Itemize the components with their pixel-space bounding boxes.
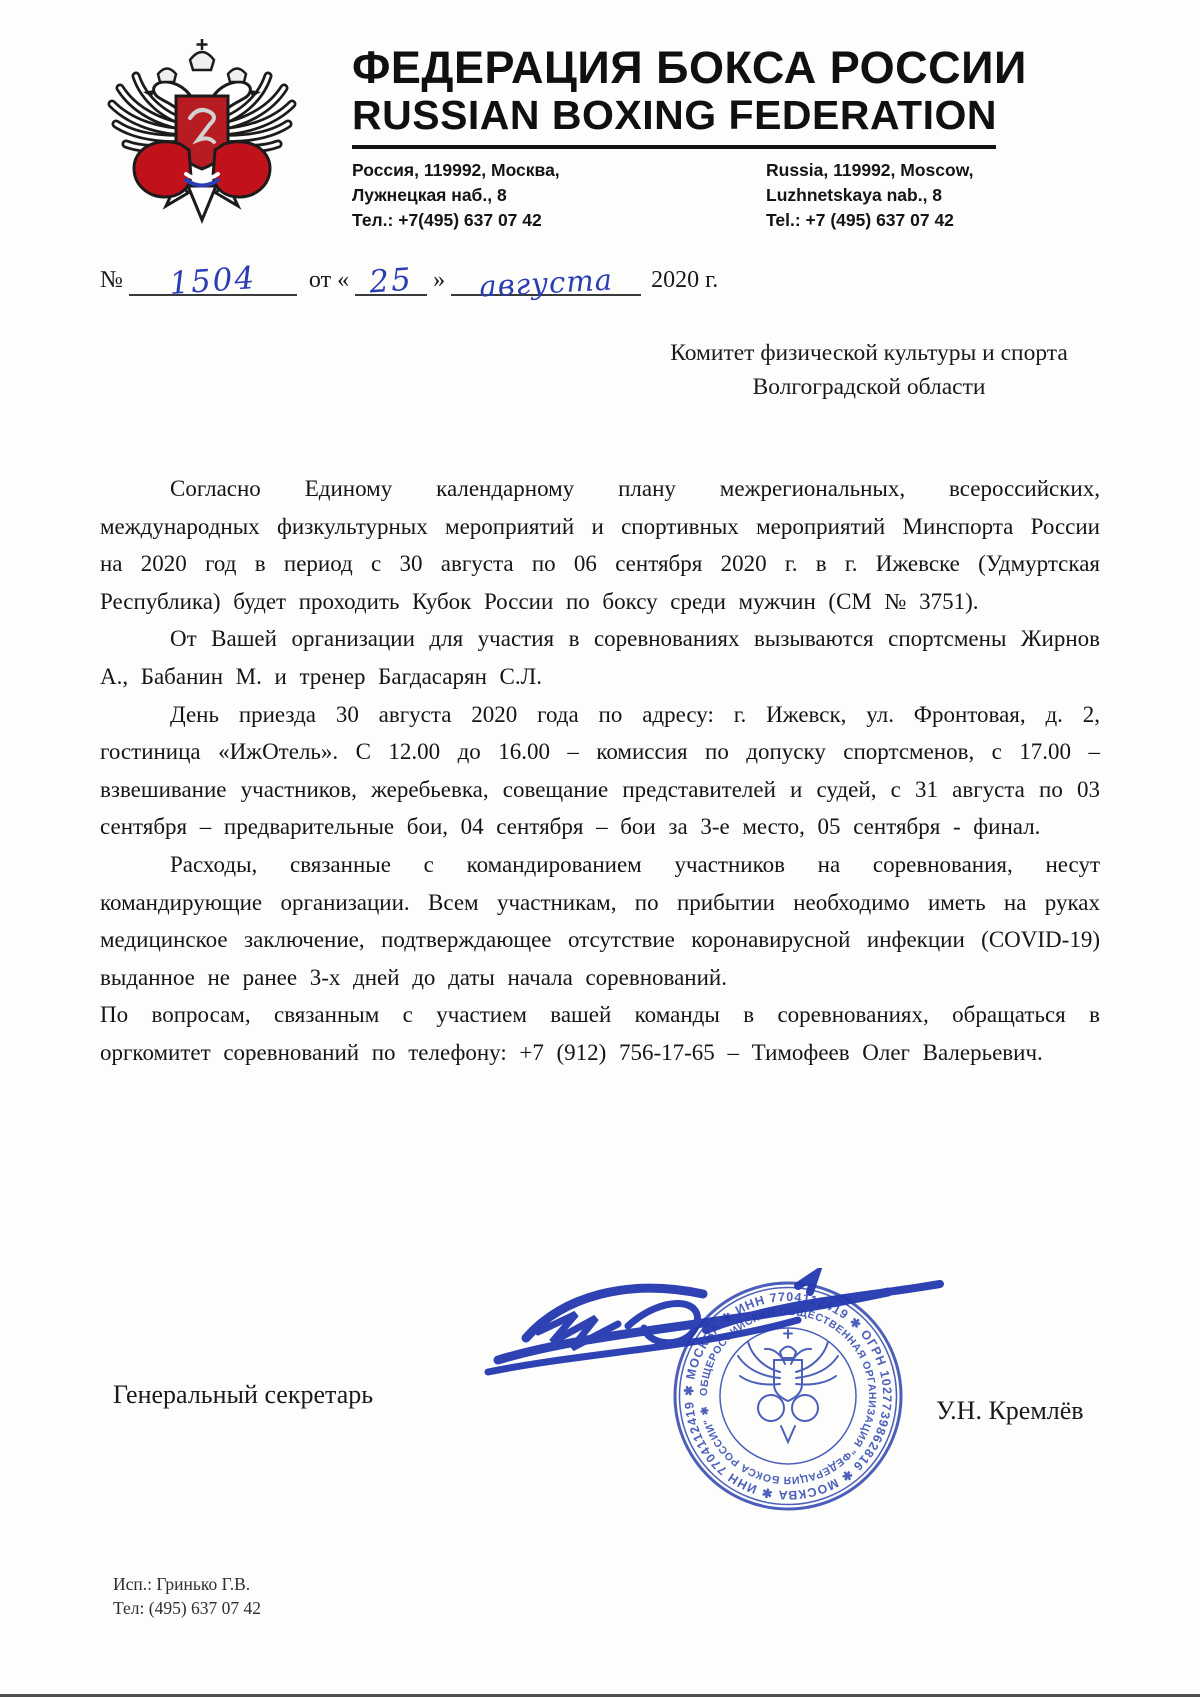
- letter-body: [100, 470, 1100, 1072]
- executor-phone: Тел: (495) 637 07 42: [113, 1598, 262, 1618]
- day-field: [355, 261, 427, 301]
- body-paragraph: От Вашей организации для участия в соревнованиях вызываются спортсмены Жирнов А., Бабанин М. и тренер Багдасарян С.Л.: [100, 626, 1100, 689]
- handwritten-month: августа: [478, 262, 615, 304]
- body-paragraph: Согласно Единому календарному плану межрегиональных, всероссийских, международных физкультурных мероприятий и спортивных мероприятий Минспорта России на 2020 год в период с 30 августа по 06 сентября 2020 г. в г. Ижевске (Удмуртская Республика) будет проходить Кубок России по боксу среди мужчин (СМ № 3751).: [100, 476, 1100, 614]
- address-english: [766, 158, 996, 233]
- stamp-outer-ring-text: ✱ МОСКВА ✱ ИНН 7704112419 ✱ ОГРН 1027739862816 ✱ МОСКВА ✱ ИНН 7704112419: [681, 1289, 895, 1503]
- number-sign: №: [100, 267, 123, 293]
- from-label: от «: [308, 267, 350, 293]
- boxing-federation-eagle-emblem-icon: [92, 26, 312, 231]
- handwritten-signature-icon: [468, 1268, 1048, 1398]
- executor-block: [113, 1572, 261, 1620]
- address-line: Tel.: +7 (495) 637 07 42: [766, 210, 954, 230]
- addressee-block: [618, 336, 1120, 404]
- addressee-line: Комитет физической культуры и спорта: [670, 340, 1068, 366]
- address-line: Тел.: +7(495) 637 07 42: [352, 210, 542, 230]
- address-russian: [352, 158, 560, 233]
- handwritten-number: 1504: [168, 260, 258, 302]
- body-paragraph: Расходы, связанные с командированием участников на соревнования, несут командирующие организации. Всем участникам, по прибытии необходимо иметь на руках медицинское заключение, подтверждающее отсутствие коронавирусной инфекции (COVID-19) выданное не ранее 3-х дней до даты начала соревнований.: [100, 851, 1100, 990]
- addressee-line: Волгоградской области: [752, 374, 986, 400]
- document-number-field: [129, 260, 297, 302]
- month-field: [451, 262, 641, 304]
- letterhead: [352, 42, 1027, 233]
- address-line: Лужнецкая наб., 8: [352, 185, 507, 205]
- address-line: Россия, 119992, Москва,: [352, 160, 560, 180]
- handwritten-day: 25: [368, 261, 415, 301]
- close-quote: »: [433, 267, 446, 293]
- signer-position-title: Генеральный секретарь: [113, 1380, 374, 1409]
- org-title-english: RUSSIAN BOXING FEDERATION: [352, 92, 997, 138]
- address-line: Luzhnetskaya nab., 8: [766, 185, 943, 205]
- executor-name: Исп.: Гринько Г.В.: [113, 1574, 251, 1594]
- year-label: 2020 г.: [651, 267, 719, 293]
- letterhead-divider: [352, 145, 996, 149]
- body-paragraph: День приезда 30 августа 2020 года по адресу: г. Ижевск, ул. Фронтовая, д. 2, гостиница «ИжОтель». С 12.00 до 16.00 – комиссия по допуску спортсменов, с 17.00 – взвешивание участников, жеребьевка, совещание представителей и судей, с 31 августа по 03 сентября – предварительные бои, 04 сентября – бои за 3-е место, 05 сентября - финал.: [100, 701, 1100, 840]
- body-paragraph: По вопросам, связанным с участием вашей команды в соревнованиях, обращаться в оргкомитет соревнований по телефону: +7 (912) 756-17-65 – Тимофеев Олег Валерьевич.: [100, 1002, 1100, 1065]
- reference-line: [100, 260, 724, 304]
- address-line: Russia, 119992, Moscow,: [766, 160, 974, 180]
- stamp-inner-ring-text: ОБЩЕРОССИЙСКАЯ ОБЩЕСТВЕННАЯ ОРГАНИЗАЦИЯ "ФЕДЕРАЦИЯ БОКСА РОССИИ" ✱: [697, 1305, 879, 1487]
- org-title-russian: ФЕДЕРАЦИЯ БОКСА РОССИИ: [352, 42, 1027, 93]
- signer-name: У.Н. Кремлёв: [936, 1396, 1084, 1425]
